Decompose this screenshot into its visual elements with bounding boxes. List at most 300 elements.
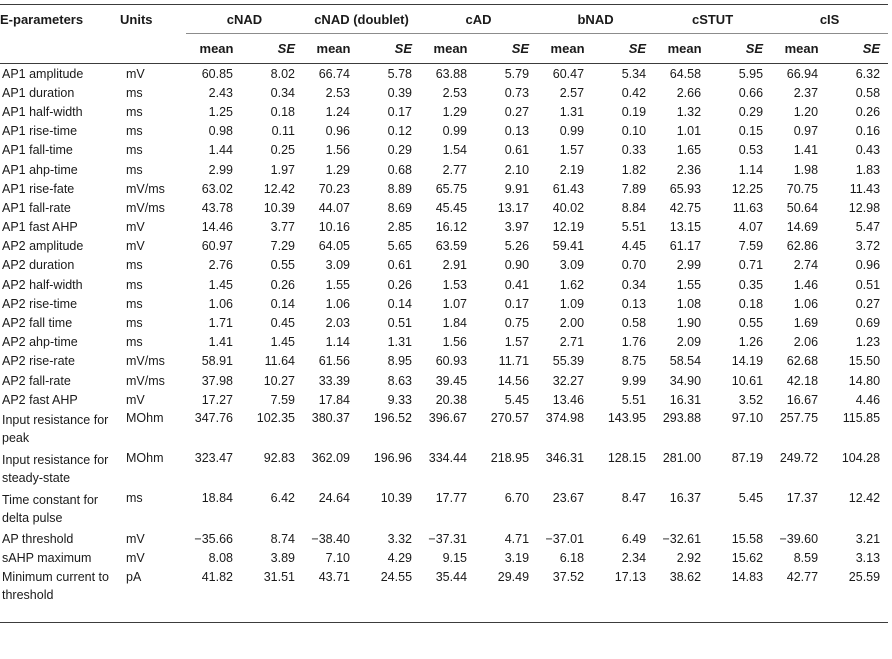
parameter-name: AP2 amplitude [2, 239, 84, 254]
mean-header: mean [771, 34, 832, 64]
mean-value: 59.41 [552, 239, 585, 254]
se-value: 7.59 [738, 239, 764, 254]
mean-value: 60.93 [435, 354, 468, 369]
mean-value: 293.88 [662, 411, 702, 426]
mean-value: 2.00 [559, 316, 585, 331]
parameter-unit: mV [126, 551, 145, 566]
se-value: 15.62 [731, 551, 764, 566]
mean-value: 2.03 [325, 316, 350, 331]
se-value: 0.66 [738, 85, 764, 100]
table-row [0, 529, 888, 548]
se-value: 0.51 [855, 277, 881, 292]
se-value: 25.59 [832, 568, 888, 623]
mean-value: 43.78 [201, 200, 233, 215]
mean-value: 65.93 [669, 181, 702, 196]
group-header-cad: cAD [420, 5, 537, 34]
mean-value: 40.02 [552, 200, 585, 215]
mean-value: 2.09 [676, 335, 702, 350]
se-value: 0.29 [387, 143, 413, 158]
group-header-cstut: cSTUT [654, 5, 771, 34]
mean-value: 17.37 [786, 491, 819, 506]
mean-header: mean [303, 34, 364, 64]
se-value: 12.25 [731, 181, 764, 196]
mean-value: 50.64 [786, 200, 819, 215]
se-header: SE [832, 34, 888, 64]
mean-value: −37.31 [428, 531, 468, 546]
mean-value: 1.56 [442, 335, 468, 350]
se-value: 24.55 [364, 568, 420, 623]
se-header: SE [481, 34, 537, 64]
se-value: 0.68 [387, 162, 413, 177]
se-value: 0.51 [387, 316, 413, 331]
parameter-name: AP2 ahp-time [2, 335, 78, 350]
mean-value: 3.09 [325, 258, 350, 273]
parameter-name: Time constant for delta pulse [2, 493, 99, 526]
se-value: 4.46 [855, 392, 881, 407]
se-value: 0.96 [855, 258, 881, 273]
mean-value: 16.12 [435, 220, 468, 235]
se-value: 8.74 [270, 531, 295, 546]
mean-value: 14.46 [201, 220, 233, 235]
mean-value: 20.38 [435, 392, 468, 407]
header-row-stats [0, 34, 888, 64]
se-value: 97.10 [731, 411, 764, 426]
mean-value: 346.31 [545, 451, 585, 466]
se-value: 0.27 [504, 104, 530, 119]
mean-value: 8.08 [208, 551, 233, 566]
se-value: 0.58 [855, 85, 881, 100]
mean-value: 1.65 [676, 143, 702, 158]
se-value: 14.19 [731, 354, 764, 369]
mean-value: 37.52 [537, 568, 598, 623]
parameter-name: AP1 fall-rate [2, 200, 71, 215]
table-row [0, 83, 888, 102]
table-row [0, 409, 888, 449]
se-value: 9.33 [387, 392, 413, 407]
mean-value: 13.46 [552, 392, 585, 407]
se-value: 5.45 [504, 392, 530, 407]
mean-value: 2.76 [208, 258, 233, 273]
se-value: 3.77 [270, 220, 295, 235]
parameter-name: sAHP maximum [2, 551, 92, 566]
se-value: 12.98 [848, 200, 881, 215]
mean-value: 17.77 [435, 491, 468, 506]
se-value: 14.80 [848, 373, 881, 388]
mean-value: 1.20 [793, 104, 819, 119]
se-value: 7.29 [270, 239, 295, 254]
mean-value: 2.66 [676, 85, 702, 100]
se-value: 10.39 [380, 491, 413, 506]
se-value: 0.15 [738, 124, 764, 139]
se-value: 0.61 [387, 258, 413, 273]
mean-value: 257.75 [779, 411, 819, 426]
mean-value: 362.09 [311, 451, 350, 466]
se-value: 5.95 [738, 66, 764, 81]
mean-value: 1.07 [442, 296, 468, 311]
se-value: 0.18 [738, 296, 764, 311]
mean-value: 2.92 [676, 551, 702, 566]
se-value: 0.12 [387, 124, 413, 139]
parameter-name: AP1 rise-fate [2, 181, 75, 196]
se-value: 3.13 [855, 551, 881, 566]
table-row [0, 352, 888, 371]
se-value: 0.35 [738, 277, 764, 292]
mean-value: 60.47 [552, 66, 585, 81]
se-value: 7.89 [621, 181, 647, 196]
mean-value: 24.64 [318, 491, 350, 506]
mean-value: 1.62 [559, 277, 585, 292]
se-value: 218.95 [490, 451, 530, 466]
parameter-name: AP2 rise-rate [2, 354, 75, 369]
mean-value: 2.57 [559, 85, 585, 100]
mean-value: 0.98 [208, 124, 233, 139]
mean-value: 8.59 [793, 551, 819, 566]
se-value: 8.75 [621, 354, 647, 369]
mean-value: 1.84 [442, 316, 468, 331]
se-value: 0.13 [504, 124, 530, 139]
se-value: 8.47 [621, 491, 647, 506]
se-value: 5.47 [855, 220, 881, 235]
param-column-header: E-parameters [0, 5, 120, 34]
se-value: 0.26 [270, 277, 295, 292]
parameter-name: Input resistance for peak [2, 413, 109, 446]
se-value: 0.33 [621, 143, 647, 158]
se-value: 4.29 [387, 551, 413, 566]
se-value: 0.34 [621, 277, 647, 292]
mean-value: 1.06 [208, 296, 233, 311]
se-value: 3.32 [387, 531, 413, 546]
se-value: 8.69 [387, 200, 413, 215]
mean-value: 2.36 [676, 162, 702, 177]
se-value: 0.13 [621, 296, 647, 311]
se-header: SE [715, 34, 771, 64]
mean-value: 2.19 [559, 162, 585, 177]
se-value: 2.34 [621, 551, 647, 566]
mean-value: 1.44 [208, 143, 233, 158]
mean-value: 2.99 [208, 162, 233, 177]
e-parameters-table [0, 4, 888, 623]
se-value: 3.52 [738, 392, 764, 407]
table-row [0, 237, 888, 256]
mean-value: −37.01 [545, 531, 585, 546]
mean-value: 1.71 [208, 316, 233, 331]
se-value: 31.51 [247, 568, 303, 623]
parameter-unit: ms [126, 143, 143, 158]
parameter-unit: mV [126, 531, 145, 546]
se-value: 8.63 [387, 373, 413, 388]
se-value: 0.55 [738, 316, 764, 331]
mean-value: 64.05 [318, 239, 350, 254]
se-value: 10.61 [731, 373, 764, 388]
se-value: 11.64 [264, 354, 295, 369]
se-value: 8.02 [270, 66, 295, 81]
se-value: 0.11 [271, 124, 295, 139]
se-value: 12.42 [848, 491, 881, 506]
mean-value: 10.16 [318, 220, 350, 235]
se-value: 3.72 [855, 239, 881, 254]
se-value: 128.15 [607, 451, 647, 466]
mean-value: 35.44 [420, 568, 481, 623]
mean-value: 249.72 [779, 451, 819, 466]
mean-value: 1.06 [793, 296, 819, 311]
mean-value: 43.71 [303, 568, 364, 623]
se-value: 0.45 [270, 316, 295, 331]
mean-value: 16.67 [786, 392, 819, 407]
se-value: 0.39 [387, 85, 413, 100]
parameter-name: AP1 ahp-time [2, 162, 78, 177]
parameter-unit: ms [126, 124, 143, 139]
parameter-unit: mV [126, 239, 145, 254]
se-value: 1.76 [621, 335, 647, 350]
se-value: 0.43 [855, 143, 881, 158]
mean-value: 60.85 [201, 66, 233, 81]
se-value: 8.95 [387, 354, 413, 369]
mean-value: 2.74 [793, 258, 819, 273]
mean-value: 12.19 [552, 220, 585, 235]
mean-value: 17.27 [201, 392, 233, 407]
se-value: 0.55 [270, 258, 295, 273]
mean-value: −32.61 [662, 531, 702, 546]
table-row [0, 549, 888, 568]
parameter-name: AP2 fall-rate [2, 373, 71, 388]
se-value: 4.07 [738, 220, 764, 235]
mean-value: 380.37 [311, 411, 350, 426]
mean-value: 42.77 [771, 568, 832, 623]
mean-value: 62.86 [786, 239, 819, 254]
se-value: 115.85 [842, 411, 881, 426]
table-row [0, 390, 888, 409]
mean-value: 2.06 [793, 335, 819, 350]
parameter-unit: mV [126, 392, 145, 407]
mean-value: 0.99 [559, 124, 585, 139]
parameter-unit: mV/ms [126, 200, 165, 215]
table-row [0, 449, 888, 489]
mean-value: 281.00 [662, 451, 702, 466]
parameter-unit: mV/ms [126, 181, 165, 196]
mean-value: 1.06 [325, 296, 350, 311]
se-value: 87.19 [731, 451, 764, 466]
mean-value: 18.84 [201, 491, 233, 506]
se-value: 29.49 [481, 568, 537, 623]
se-value: 1.83 [855, 162, 881, 177]
mean-value: 347.76 [194, 411, 233, 426]
table-body [0, 64, 888, 623]
mean-value: 0.97 [793, 124, 819, 139]
mean-value: 58.91 [201, 354, 233, 369]
se-value: 0.10 [621, 124, 647, 139]
mean-value: 1.09 [559, 296, 585, 311]
mean-header: mean [537, 34, 598, 64]
mean-value: −39.60 [779, 531, 819, 546]
parameter-unit: MOhm [126, 411, 164, 426]
mean-value: 55.39 [552, 354, 585, 369]
mean-value: 17.84 [318, 392, 350, 407]
mean-value: 70.23 [318, 181, 350, 196]
mean-value: 1.57 [559, 143, 585, 158]
mean-value: −35.66 [194, 531, 233, 546]
se-header: SE [364, 34, 420, 64]
parameter-name: Input resistance for steady-state [2, 453, 109, 486]
mean-value: 37.98 [201, 373, 233, 388]
parameter-unit: ms [126, 491, 143, 506]
se-value: 0.26 [855, 104, 881, 119]
se-value: 0.61 [504, 143, 530, 158]
se-value: 104.28 [841, 451, 881, 466]
group-header-cis: cIS [771, 5, 888, 34]
mean-value: 396.67 [428, 411, 468, 426]
mean-value: 323.47 [194, 451, 233, 466]
se-value: 15.58 [731, 531, 764, 546]
se-value: 0.29 [738, 104, 764, 119]
mean-value: 1.45 [208, 277, 233, 292]
mean-value: 2.37 [793, 85, 819, 100]
se-value: 1.31 [387, 335, 413, 350]
se-value: 6.32 [855, 66, 881, 81]
table-row [0, 568, 888, 623]
se-value: 11.63 [732, 200, 764, 215]
se-value: 0.73 [504, 85, 530, 100]
se-value: 0.26 [387, 277, 413, 292]
se-value: 1.45 [270, 335, 295, 350]
se-value: 1.82 [621, 162, 647, 177]
se-value: 0.34 [270, 85, 295, 100]
mean-header: mean [420, 34, 481, 64]
parameter-name: Minimum current to threshold [0, 568, 120, 623]
table-row [0, 102, 888, 121]
se-header: SE [598, 34, 654, 64]
se-value: 0.41 [504, 277, 530, 292]
mean-value: 2.99 [676, 258, 702, 273]
parameter-name: AP1 fast AHP [2, 220, 78, 235]
parameter-name: AP2 half-width [2, 277, 83, 292]
se-value: 6.49 [621, 531, 647, 546]
se-value: 11.43 [849, 181, 881, 196]
se-value: 10.27 [263, 373, 295, 388]
units-column-header: Units [120, 5, 186, 34]
mean-value: 63.59 [435, 239, 468, 254]
mean-value: 9.15 [442, 551, 468, 566]
table-row [0, 64, 888, 84]
mean-value: 1.25 [208, 104, 233, 119]
mean-value: 38.62 [654, 568, 715, 623]
se-value: 14.83 [715, 568, 771, 623]
mean-value: 66.94 [786, 66, 819, 81]
mean-value: 58.54 [669, 354, 702, 369]
mean-value: 6.18 [559, 551, 585, 566]
se-value: 4.71 [504, 531, 530, 546]
parameter-unit: ms [126, 258, 143, 273]
group-header-cnad-doublet: cNAD (doublet) [303, 5, 420, 34]
mean-value: 334.44 [428, 451, 468, 466]
table-row [0, 313, 888, 332]
mean-value: 23.67 [552, 491, 585, 506]
mean-value: 42.75 [669, 200, 702, 215]
se-value: 14.56 [497, 373, 530, 388]
parameter-unit: ms [126, 104, 143, 119]
se-value: 1.97 [270, 162, 295, 177]
group-header-bnad: bNAD [537, 5, 654, 34]
se-value: 2.85 [387, 220, 413, 235]
se-value: 6.70 [504, 491, 530, 506]
se-value: 0.75 [504, 316, 530, 331]
mean-header: mean [186, 34, 247, 64]
se-value: 143.95 [607, 411, 647, 426]
mean-value: 63.02 [201, 181, 233, 196]
table-row [0, 160, 888, 179]
parameter-name: AP2 fall time [2, 316, 73, 331]
table-row [0, 333, 888, 352]
se-value: 1.57 [504, 335, 530, 350]
mean-value: 13.15 [669, 220, 702, 235]
mean-value: 62.68 [786, 354, 819, 369]
mean-value: 1.24 [325, 104, 350, 119]
mean-value: 63.88 [435, 66, 468, 81]
mean-value: 0.96 [325, 124, 350, 139]
se-value: 0.14 [387, 296, 413, 311]
mean-value: 32.27 [552, 373, 585, 388]
mean-value: 1.32 [676, 104, 702, 119]
parameter-name: AP1 half-width [2, 104, 83, 119]
se-value: 0.69 [855, 316, 881, 331]
parameter-unit: ms [126, 162, 143, 177]
se-value: 15.50 [848, 354, 881, 369]
se-value: 0.16 [855, 124, 881, 139]
se-value: 5.79 [504, 66, 530, 81]
parameter-name: AP2 fast AHP [2, 392, 78, 407]
mean-value: 33.39 [318, 373, 350, 388]
group-header-cnad: cNAD [186, 5, 303, 34]
mean-value: 2.91 [442, 258, 468, 273]
se-value: 0.71 [738, 258, 764, 273]
mean-value: 34.90 [669, 373, 702, 388]
se-value: 0.14 [270, 296, 295, 311]
mean-value: 2.77 [442, 162, 468, 177]
mean-value: 16.31 [669, 392, 702, 407]
parameter-unit: ms [126, 335, 143, 350]
se-value: 3.19 [504, 551, 530, 566]
mean-value: 66.74 [318, 66, 350, 81]
table-row [0, 489, 888, 529]
table-row [0, 256, 888, 275]
table-row [0, 141, 888, 160]
table-row [0, 294, 888, 313]
se-value: 0.19 [621, 104, 647, 119]
se-value: 13.17 [497, 200, 530, 215]
mean-value: 14.69 [786, 220, 819, 235]
parameter-name: AP2 duration [2, 258, 75, 273]
se-value: 0.25 [270, 143, 295, 158]
parameter-name: AP1 amplitude [2, 66, 84, 81]
mean-value: 45.45 [435, 200, 468, 215]
mean-value: 61.17 [669, 239, 702, 254]
se-value: 5.34 [621, 66, 647, 81]
se-value: 10.39 [263, 200, 295, 215]
parameter-name: AP1 fall-time [2, 143, 73, 158]
se-value: 4.45 [621, 239, 647, 254]
parameter-unit: ms [126, 316, 143, 331]
se-value: 196.52 [373, 411, 413, 426]
se-value: 5.65 [387, 239, 413, 254]
parameter-unit: mV [126, 66, 145, 81]
se-value: 8.89 [387, 181, 413, 196]
parameter-unit: pA [120, 568, 186, 623]
mean-value: 16.37 [669, 491, 702, 506]
mean-value: −38.40 [311, 531, 350, 546]
mean-value: 1.69 [793, 316, 819, 331]
header-row-groups [0, 5, 888, 34]
mean-value: 7.10 [325, 551, 350, 566]
mean-value: 44.07 [318, 200, 350, 215]
